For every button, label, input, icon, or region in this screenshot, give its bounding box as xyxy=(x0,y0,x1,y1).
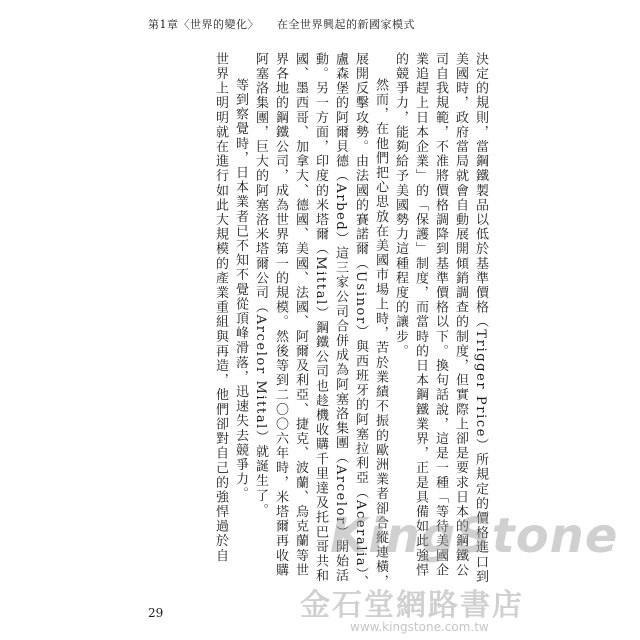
paragraph: 等到察覺時，日本業者已不知不覺從頂峰滑落，迅速失去競爭力。 xyxy=(233,78,248,502)
watermark-url: www.kingstone.com.tw xyxy=(350,620,489,634)
watermark-logo: KingStone xyxy=(330,508,619,564)
page-number: 29 xyxy=(148,606,164,620)
paragraph: 世界上明明就在進行如此大規模的產業重組與再造，他們卻對自己的強悍過於自 xyxy=(213,52,228,563)
watermark-store-name: 金石堂網路書店 xyxy=(300,588,524,623)
chapter-title: 第1章〈世界的變化〉 xyxy=(148,18,259,31)
section-title: 在全世界興起的新國家模式 xyxy=(277,18,415,31)
paragraph: 然而，在他們把心思放在美國市場上時，苦於業績不振的歐洲業者卻合縱連橫，展開反擊攻勢。由法國的賽諾爾（Usinor）與西班牙的阿塞拉利亞（Aceralia）、盧森堡的阿爾貝德（Arbed）這三家公司合併成為阿塞洛集團（Arcelor）開始活動。另一方面，印度的米塔爾（Mittal）鋼鐵公司也趁機收購千里達及托巴哥共和國、墨西哥、加拿大、德國、美國、法國、阿爾及利亞、捷克、波蘭、烏克蘭等世界各地的鋼鐵公司，成為世界第一的規模。然後等到二〇〇六年時，米塔爾再收購阿塞洛集團，巨大的阿塞洛米塔爾公司（Arcelor Mittal）就誕生了。 xyxy=(253,52,388,590)
paragraph: 決定的規則，當鋼鐵製品以低於基準價格（Trigger Price）所規定的價格進口到美國時，政府當局就會自動展開傾銷調查的制度，但實際上卻是要求日本的鋼鐵公司自我規範，不准將價格調降到基準價格以下。換句話說，這是一種「等待美國企業追趕上日本企業」的「保護」制度，而當時的日本鋼鐵業界，正是具備如此強悍的競爭力，能夠給予美國勢力這種程度的讓步。 xyxy=(393,52,488,585)
running-header xyxy=(148,16,415,32)
